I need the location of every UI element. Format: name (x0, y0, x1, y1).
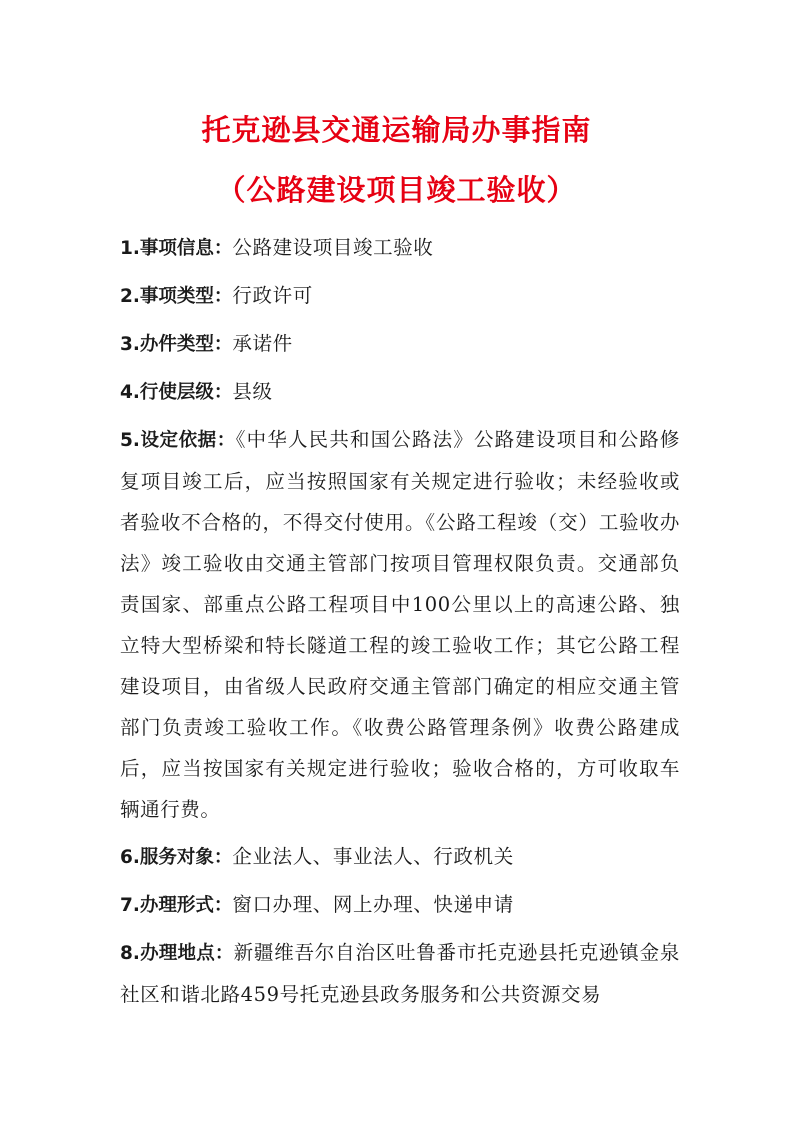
item-exercise-level (120, 371, 680, 413)
item-value: 企业法人、事业法人、行政机关 (232, 845, 514, 868)
item-value: 承诺件 (232, 332, 293, 355)
item-handling-form (120, 884, 680, 926)
document-body (120, 227, 680, 1021)
item-label: 4.行使层级： (120, 382, 233, 403)
item-label: 5.设定依据： (120, 430, 236, 451)
item-matter-type (120, 275, 680, 317)
item-value: 县级 (232, 380, 273, 403)
item-label: 2.事项类型： (120, 286, 233, 307)
item-service-target (120, 836, 680, 878)
item-label: 3.办件类型： (120, 334, 233, 355)
item-handling-location (120, 932, 680, 1015)
item-label: 1.事项信息： (120, 238, 233, 259)
item-matter-info (120, 227, 680, 269)
item-case-type (120, 323, 680, 365)
item-value: 公路建设项目竣工验收 (232, 236, 434, 259)
item-label: 7.办理形式： (120, 895, 233, 916)
item-legal-basis (120, 419, 680, 830)
item-label: 8.办理地点： (120, 943, 234, 964)
item-value: 窗口办理、网上办理、快递申请 (232, 893, 514, 916)
document-title: 托克逊县交通运输局办事指南 (201, 113, 592, 147)
item-value: 《中华人民共和国公路法》公路建设项目和公路修复项目竣工后，应当按照国家有关规定进行验收；未经验收或者验收不合格的，不得交付使用。《公路工程竣（交）工验收办法》竣工验收由交通主管部门按项目管理权限负责。交通部负责国家、部重点公路工程项目中100公里以上的高速公路、独立特大型桥梁和特长隧道工程的竣工验收工作；其它公路工程建设项目，由省级人民政府交通主管部门确定的相应交通主管部门负责竣工验收工作。《收费公路管理条例》收费公路建成后，应当按国家有关规定进行验收；验收合格的，方可收取车辆通行费。 (120, 428, 680, 821)
item-label: 6.服务对象： (120, 847, 233, 868)
item-value: 行政许可 (232, 284, 313, 307)
document-subtitle: （公路建设项目竣工验收） (216, 173, 577, 207)
item-value: 新疆维吾尔自治区吐鲁番市托克逊县托克逊镇金泉社区和谐北路459号托克逊县政务服务和公共资源交易 (120, 941, 681, 1006)
